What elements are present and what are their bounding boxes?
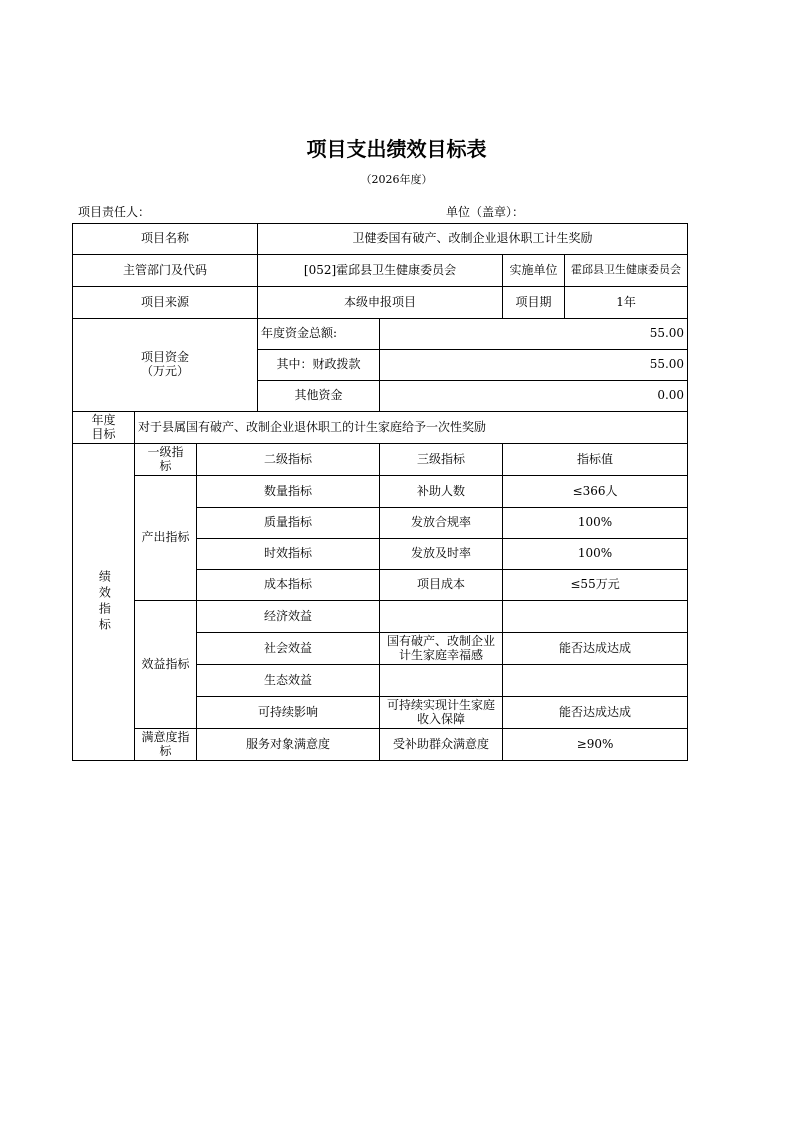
goal-value: 对于县属国有破产、改制企业退休职工的计生家庭给予一次性奖励 — [135, 412, 688, 444]
impl-value: 霍邱县卫生健康委员会 — [565, 255, 688, 287]
source-value: 本级申报项目 — [258, 287, 503, 319]
funds-fiscal-label: 其中：财政拨款 — [258, 350, 380, 381]
level2-cell: 成本指标 — [197, 570, 380, 601]
table-row — [73, 601, 688, 633]
level2-cell: 数量指标 — [197, 476, 380, 508]
value-cell: ≥90% — [503, 729, 688, 761]
level2-cell: 生态效益 — [197, 665, 380, 697]
table-row — [73, 476, 688, 508]
level1-header: 一级指标 — [135, 444, 197, 476]
value-cell — [503, 601, 688, 633]
level2-cell: 质量指标 — [197, 508, 380, 539]
funds-unit: （万元） — [141, 364, 190, 378]
funds-other-label: 其他资金 — [258, 381, 380, 412]
value-cell: 100% — [503, 508, 688, 539]
funds-other-value: 0.00 — [380, 381, 688, 412]
unit-seal-label: 单位（盖章）： — [446, 205, 525, 219]
funds-label-cell — [73, 319, 258, 412]
performance-table — [72, 223, 688, 761]
funds-label: 项目资金 — [141, 350, 190, 365]
perf-label: 绩效指标 — [97, 570, 112, 634]
dept-value: [052]霍邱县卫生健康委员会 — [258, 255, 503, 287]
level3-cell: 国有破产、改制企业计生家庭幸福感 — [380, 633, 503, 665]
value-cell: 100% — [503, 539, 688, 570]
row-perf-header — [73, 444, 688, 476]
level2-cell: 社会效益 — [197, 633, 380, 665]
level3-cell — [380, 601, 503, 633]
value-cell: 能否达成达成 — [503, 633, 688, 665]
row-source — [73, 287, 688, 319]
year-label: （2026年度） — [360, 173, 433, 186]
value-cell: 能否达成达成 — [503, 697, 688, 729]
responsible-label: 项目责任人： — [78, 205, 151, 219]
row-dept — [73, 255, 688, 287]
level2-cell: 服务对象满意度 — [197, 729, 380, 761]
level2-cell: 可持续影响 — [197, 697, 380, 729]
funds-total-value: 55.00 — [380, 319, 688, 350]
project-name-value: 卫健委国有破产、改制企业退休职工计生奖励 — [258, 224, 688, 255]
level3-cell: 补助人数 — [380, 476, 503, 508]
satisfaction-label: 满意度指标 — [135, 729, 197, 761]
value-header: 指标值 — [503, 444, 688, 476]
level3-cell: 受补助群众满意度 — [380, 729, 503, 761]
value-cell: ≤55万元 — [503, 570, 688, 601]
value-cell: ≤366人 — [503, 476, 688, 508]
benefit-label: 效益指标 — [135, 601, 197, 729]
value-cell — [503, 665, 688, 697]
output-label: 产出指标 — [135, 476, 197, 601]
row-project-name — [73, 224, 688, 255]
period-value: 1年 — [565, 287, 688, 319]
perf-label-cell — [73, 444, 135, 761]
level3-cell: 可持续实现计生家庭收入保障 — [380, 697, 503, 729]
row-goal — [73, 412, 688, 444]
level3-cell — [380, 665, 503, 697]
level2-header: 二级指标 — [197, 444, 380, 476]
row-funds-total — [73, 319, 688, 350]
level3-cell: 发放及时率 — [380, 539, 503, 570]
impl-label: 实施单位 — [503, 255, 565, 287]
level3-cell: 发放合规率 — [380, 508, 503, 539]
goal-label: 年度目标 — [73, 412, 135, 444]
funds-total-label: 年度资金总额: — [258, 319, 380, 350]
funds-fiscal-value: 55.00 — [380, 350, 688, 381]
table-row — [73, 729, 688, 761]
level3-cell: 项目成本 — [380, 570, 503, 601]
level2-cell: 经济效益 — [197, 601, 380, 633]
page-title: 项目支出绩效目标表 — [306, 137, 487, 161]
dept-label: 主管部门及代码 — [73, 255, 258, 287]
level2-cell: 时效指标 — [197, 539, 380, 570]
source-label: 项目来源 — [73, 287, 258, 319]
period-label: 项目期 — [503, 287, 565, 319]
level3-header: 三级指标 — [380, 444, 503, 476]
project-name-label: 项目名称 — [73, 224, 258, 255]
